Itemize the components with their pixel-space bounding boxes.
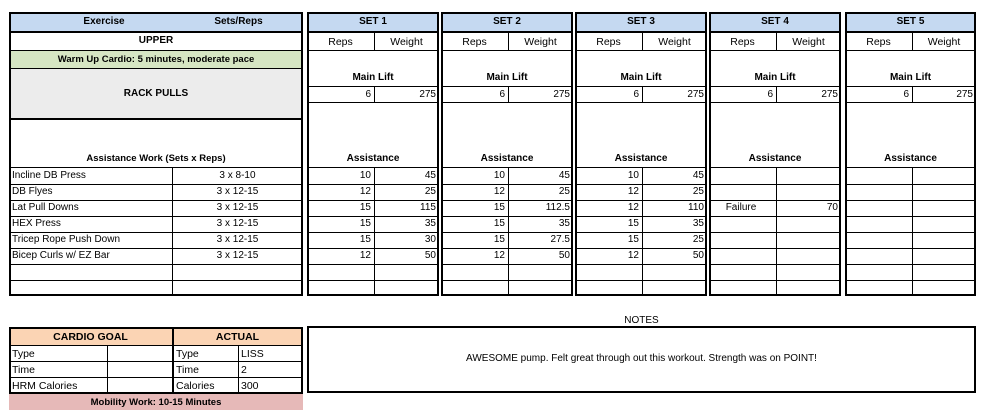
divider <box>845 184 976 185</box>
divider <box>575 216 707 217</box>
main-lift-reps[interactable]: 6 <box>365 89 371 100</box>
set-title: SET 5 <box>896 16 925 27</box>
divider <box>441 216 573 217</box>
divider <box>575 167 707 168</box>
divider <box>845 50 976 51</box>
main-lift-label: Main Lift <box>486 72 528 83</box>
divider <box>845 264 976 265</box>
divider <box>709 216 841 217</box>
cardio-actual-value[interactable]: 2 <box>241 364 247 376</box>
divider <box>9 118 303 120</box>
divider <box>845 216 976 217</box>
assist-weight[interactable]: 70 <box>826 202 838 213</box>
divider <box>9 200 303 201</box>
divider <box>441 264 573 265</box>
mobility-label: Mobility Work: 10-15 Minutes <box>90 397 222 408</box>
main-lift-weight[interactable]: 275 <box>821 89 838 100</box>
exercise-sets: 3 x 12-15 <box>216 234 259 245</box>
divider <box>575 264 707 265</box>
divider <box>709 280 841 281</box>
divider <box>709 200 841 201</box>
exercise-name: Bicep Curls w/ EZ Bar <box>12 250 110 261</box>
divider <box>441 232 573 233</box>
divider <box>307 216 439 217</box>
divider <box>307 200 439 201</box>
exercise-name: DB Flyes <box>12 186 53 197</box>
divider <box>575 50 707 51</box>
divider <box>441 31 573 33</box>
cardio-actual-value[interactable]: LISS <box>241 348 264 360</box>
divider <box>575 102 707 103</box>
reps-label: Reps <box>730 36 755 48</box>
assist-reps[interactable]: 10 <box>493 170 505 181</box>
divider <box>441 184 573 185</box>
divider <box>441 50 573 51</box>
assist-weight[interactable]: 50 <box>692 250 704 261</box>
reps-label: Reps <box>866 36 891 48</box>
assist-weight[interactable]: 25 <box>692 234 704 245</box>
cardio-goal-label: HRM Calories <box>12 380 78 392</box>
main-lift-label: Main Lift <box>889 72 932 83</box>
divider <box>9 264 303 265</box>
assist-reps[interactable]: 15 <box>493 202 505 213</box>
divider <box>441 86 573 87</box>
weight-label: Weight <box>792 36 825 48</box>
exercise-sets: 3 x 12-15 <box>216 250 259 261</box>
assist-weight[interactable]: 35 <box>558 218 570 229</box>
set-title: SET 3 <box>627 16 655 27</box>
main-lift-label: Main Lift <box>620 72 662 83</box>
divider <box>575 184 707 185</box>
assist-reps[interactable]: 12 <box>359 186 371 197</box>
assist-reps[interactable]: 10 <box>627 170 639 181</box>
divider <box>9 216 303 217</box>
exercise-name: Incline DB Press <box>12 170 86 181</box>
cardio-actual-label: Type <box>176 348 199 360</box>
exercise-sets: 3 x 12-15 <box>216 202 259 213</box>
divider <box>709 264 841 265</box>
divider <box>575 248 707 249</box>
divider <box>575 280 707 281</box>
assistance-label: Assistance <box>346 153 400 164</box>
assist-reps[interactable]: 12 <box>627 250 639 261</box>
assist-reps[interactable]: 15 <box>359 218 371 229</box>
divider <box>441 167 573 168</box>
divider <box>709 167 841 168</box>
assist-reps[interactable]: 12 <box>627 202 639 213</box>
notes-text: AWESOME pump. Felt great through out this workout. Strength was on POINT! <box>466 353 817 364</box>
set-table-5 <box>845 12 976 296</box>
main-lift-reps[interactable]: 6 <box>499 89 505 100</box>
assist-reps[interactable]: 10 <box>359 170 371 181</box>
cardio-actual-label: Calories <box>176 380 215 392</box>
divider <box>9 31 303 33</box>
divider <box>9 167 303 168</box>
assistance-title: Assistance Work (Sets x Reps) <box>86 153 226 164</box>
divider <box>307 264 439 265</box>
divider <box>307 50 439 51</box>
assist-weight[interactable]: 25 <box>558 186 570 197</box>
set-title: SET 2 <box>493 16 521 27</box>
main-lift-label: Main Lift <box>754 72 796 83</box>
divider <box>9 248 303 249</box>
divider <box>9 345 303 346</box>
divider <box>845 248 976 249</box>
set-table-4 <box>709 12 841 296</box>
assist-reps[interactable]: 15 <box>627 234 639 245</box>
divider <box>709 50 841 51</box>
main-lift-weight[interactable]: 275 <box>419 89 436 100</box>
assist-weight[interactable]: 110 <box>688 202 704 213</box>
main-lift-weight[interactable]: 275 <box>553 89 570 100</box>
assist-weight[interactable]: 35 <box>424 218 436 229</box>
main-lift-label: Main Lift <box>352 72 394 83</box>
main-lift-reps[interactable]: 6 <box>903 89 909 100</box>
cardio-actual-title: ACTUAL <box>215 331 260 343</box>
divider <box>709 184 841 185</box>
divider <box>845 86 976 87</box>
divider <box>709 31 841 33</box>
cardio-goal-label: Time <box>12 364 35 376</box>
main-lift-reps[interactable]: 6 <box>767 89 773 100</box>
divider <box>172 168 173 296</box>
divider <box>441 248 573 249</box>
assistance-label: Assistance <box>614 153 668 164</box>
divider <box>374 31 375 50</box>
weight-label: Weight <box>658 36 691 48</box>
divider <box>845 31 976 33</box>
assist-reps[interactable]: 12 <box>359 250 371 261</box>
exercise-header-label: Exercise <box>83 16 125 27</box>
reps-label: Reps <box>328 36 353 48</box>
main-lift-weight[interactable]: 275 <box>687 89 704 100</box>
notes-title: NOTES <box>624 315 659 326</box>
weight-label: Weight <box>390 36 423 48</box>
divider <box>845 167 976 168</box>
weight-label: Weight <box>524 36 557 48</box>
set-table-2 <box>441 12 573 296</box>
divider <box>307 31 439 33</box>
divider <box>441 102 573 103</box>
assist-reps[interactable]: 15 <box>359 202 371 213</box>
divider <box>845 102 976 103</box>
assist-weight[interactable]: 25 <box>424 186 436 197</box>
divider <box>709 248 841 249</box>
assist-weight[interactable]: 35 <box>692 218 704 229</box>
divider <box>307 248 439 249</box>
assist-reps[interactable]: 12 <box>627 186 639 197</box>
cardio-table <box>9 327 303 394</box>
divider <box>9 232 303 233</box>
divider <box>307 184 439 185</box>
divider <box>575 86 707 87</box>
divider <box>845 200 976 201</box>
divider <box>441 200 573 201</box>
sets-reps-header-label: Sets/Reps <box>214 16 263 27</box>
divider <box>307 102 439 103</box>
exercise-name: Lat Pull Downs <box>12 202 79 213</box>
assist-weight[interactable]: 115 <box>420 202 436 213</box>
set-title: SET 1 <box>359 16 387 27</box>
assist-weight[interactable]: 112.5 <box>545 202 570 213</box>
assistance-label: Assistance <box>480 153 534 164</box>
main-lift-label: RACK PULLS <box>123 88 189 99</box>
assist-weight[interactable]: 45 <box>692 170 704 181</box>
assist-weight[interactable]: 50 <box>424 250 436 261</box>
divider <box>912 31 913 50</box>
set-title: SET 4 <box>761 16 789 27</box>
reps-label: Reps <box>596 36 621 48</box>
divider <box>575 200 707 201</box>
reps-label: Reps <box>462 36 487 48</box>
divider <box>238 345 239 394</box>
warmup-label: Warm Up Cardio: 5 minutes, moderate pace <box>57 54 255 65</box>
assist-weight[interactable]: 50 <box>558 250 570 261</box>
divider <box>709 102 841 103</box>
assist-weight[interactable]: 30 <box>424 234 436 245</box>
divider <box>776 31 777 50</box>
exercise-name: Tricep Rope Push Down <box>12 234 121 245</box>
cardio-goal-label: Type <box>12 348 35 360</box>
divider <box>307 232 439 233</box>
assist-reps[interactable]: 15 <box>359 234 371 245</box>
assist-weight[interactable]: 45 <box>558 170 570 181</box>
exercise-table <box>9 12 303 296</box>
divider <box>845 280 976 281</box>
section-label: UPPER <box>138 35 174 46</box>
main-lift-reps[interactable]: 6 <box>633 89 639 100</box>
assist-reps[interactable]: 15 <box>627 218 639 229</box>
weight-label: Weight <box>927 36 961 48</box>
divider <box>307 86 439 87</box>
divider <box>9 361 303 362</box>
assist-reps[interactable]: Failure <box>725 202 757 213</box>
cardio-actual-value[interactable]: 300 <box>241 380 259 392</box>
assist-reps[interactable]: 12 <box>493 186 505 197</box>
set-table-1 <box>307 12 439 296</box>
assist-reps[interactable]: 15 <box>493 234 505 245</box>
exercise-name: HEX Press <box>12 218 61 229</box>
assistance-label: Assistance <box>884 153 937 164</box>
cardio-goal-title: CARDIO GOAL <box>53 331 128 343</box>
main-lift-weight[interactable]: 275 <box>956 89 973 100</box>
divider <box>709 232 841 233</box>
divider <box>575 232 707 233</box>
divider <box>441 280 573 281</box>
assist-weight[interactable]: 45 <box>424 170 436 181</box>
divider <box>9 184 303 185</box>
exercise-sets: 3 x 12-15 <box>216 218 259 229</box>
divider <box>575 31 707 33</box>
assist-reps[interactable]: 12 <box>493 250 505 261</box>
assist-reps[interactable]: 15 <box>493 218 505 229</box>
divider <box>307 280 439 281</box>
divider <box>9 280 303 281</box>
divider <box>845 232 976 233</box>
divider <box>508 31 509 50</box>
cardio-actual-label: Time <box>176 364 199 376</box>
divider <box>9 377 303 378</box>
divider <box>307 167 439 168</box>
assistance-label: Assistance <box>748 153 802 164</box>
set-table-3 <box>575 12 707 296</box>
exercise-sets: 3 x 8-10 <box>219 170 256 181</box>
assist-weight[interactable]: 27.5 <box>550 234 570 245</box>
divider <box>107 345 108 394</box>
divider <box>709 86 841 87</box>
exercise-sets: 3 x 12-15 <box>216 186 259 197</box>
assist-weight[interactable]: 25 <box>692 186 704 197</box>
divider <box>642 31 643 50</box>
